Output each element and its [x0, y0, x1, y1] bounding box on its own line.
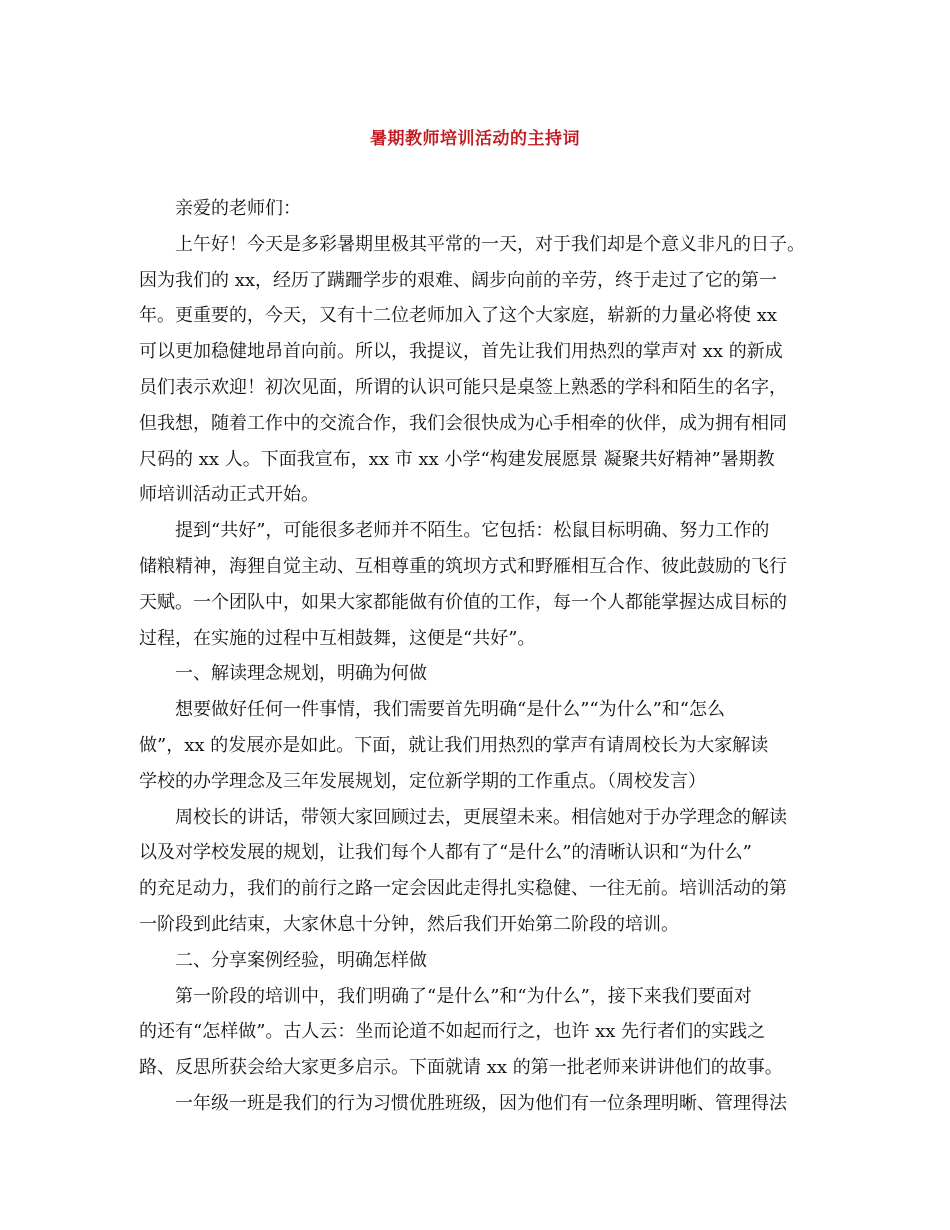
text-line: 一年级一班是我们的行为习惯优胜班级，因为他们有一位条理明晰、管理得法 [175, 1092, 787, 1114]
text-line: 一阶段到此结束，大家休息十分钟，然后我们开始第二阶段的培训。 [139, 913, 679, 935]
document-body [139, 191, 815, 1122]
document-title: 暑期教师培训活动的主持词 [370, 129, 580, 149]
text-line: 的充足动力，我们的前行之路一定会因此走得扎实稳健、一往无前。培训活动的第 [139, 878, 787, 900]
text-line: 天赋。一个团队中，如果大家都能做有价值的工作，每一个人都能掌握达成目标的 [139, 591, 787, 613]
text-line: 尺码的 xx 人。下面我宣布，xx 市 xx 小学“构建发展愿景 凝聚共好精神”暑期教 [139, 448, 775, 470]
text-line: 师培训活动正式开始。 [139, 484, 319, 506]
text-line: 过程，在实施的过程中互相鼓舞，这便是“共好”。 [139, 627, 536, 649]
text-line: 想要做好任何一件事情，我们需要首先明确“是什么”“为什么”和“怎么 [175, 699, 726, 721]
text-line: 但我想，随着工作中的交流合作，我们会很快成为心手相牵的伙伴，成为拥有相同 [139, 412, 787, 434]
text-line: 亲爱的老师们： [175, 198, 301, 219]
text-line: 一、解读理念规划，明确为何做 [175, 663, 427, 685]
text-line: 二、分享案例经验，明确怎样做 [175, 949, 427, 971]
text-line: 以及对学校发展的规划，让我们每个人都有了“是什么”的清晰认识和“为什么” [139, 842, 752, 864]
text-line: 的还有“怎样做”。古人云：坐而论道不如起而行之，也许 xx 先行者们的实践之 [139, 1021, 766, 1043]
text-line: 因为我们的 xx，经历了蹒跚学步的艰难、阔步向前的辛劳，终于走过了它的第一 [139, 269, 778, 291]
text-line: 第一阶段的培训中，我们明确了“是什么”和“为什么”，接下来我们要面对 [175, 985, 752, 1007]
text-line: 上午好！今天是多彩暑期里极其平常的一天，对于我们却是个意义非凡的日子。 [175, 233, 805, 255]
text-line: 员们表示欢迎！初次见面，所谓的认识可能只是桌签上熟悉的学科和陌生的名字， [139, 376, 787, 398]
text-line: 可以更加稳健地昂首向前。所以，我提议，首先让我们用热烈的掌声对 xx 的新成 [139, 341, 783, 363]
text-line: 周校长的讲话，带领大家回顾过去，更展望未来。相信她对于办学理念的解读 [175, 806, 787, 828]
text-line: 做”，xx 的发展亦是如此。下面，就让我们用热烈的掌声有请周校长为大家解读 [139, 734, 769, 756]
text-line: 提到“共好”，可能很多老师并不陌生。它包括：松鼠目标明确、努力工作的 [175, 520, 770, 542]
text-line: 年。更重要的，今天，又有十二位老师加入了这个大家庭，崭新的力量必将使 xx [139, 305, 778, 327]
text-line: 储粮精神，海狸自觉主动、互相尊重的筑坝方式和野雁相互合作、彼此鼓励的飞行 [139, 555, 787, 577]
text-line: 路、反思所获会给大家更多启示。下面就请 xx 的第一批老师来讲讲他们的故事。 [139, 1057, 783, 1079]
text-line: 学校的办学理念及三年发展规划，定位新学期的工作重点。（周校发言） [139, 770, 706, 792]
